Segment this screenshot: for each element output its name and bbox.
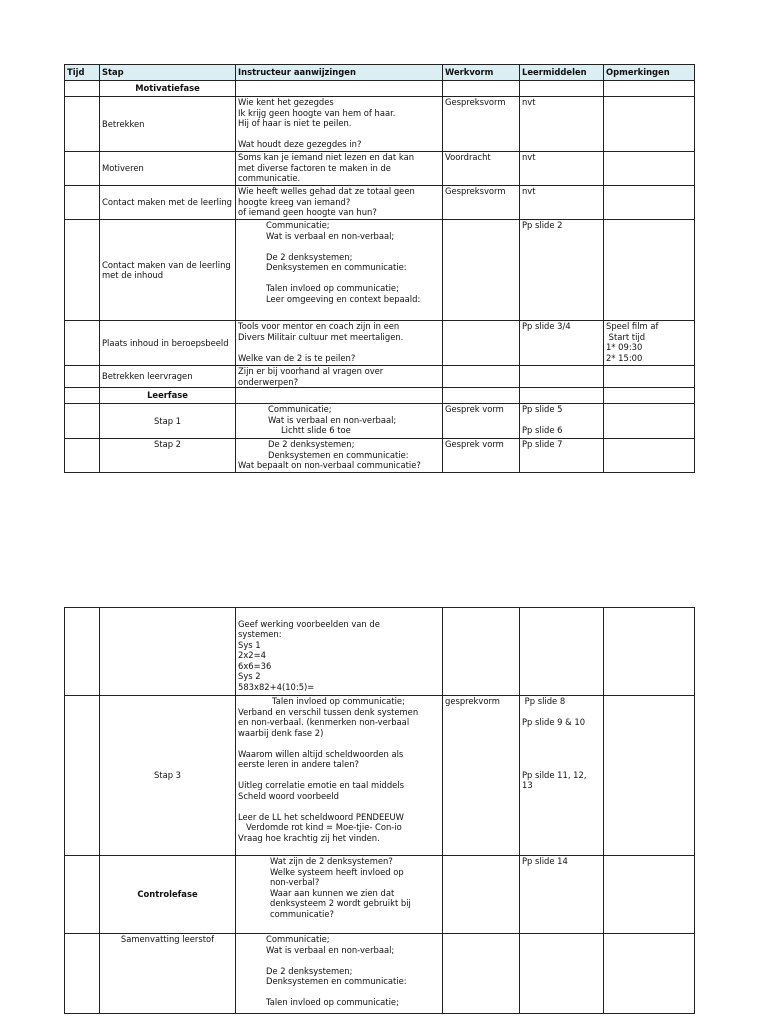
- table-row: [65, 608, 695, 696]
- instruction-cell: Soms kan je iemand niet lezen en dat kan met diverse factoren te maken in de communicatie.: [236, 152, 443, 186]
- step-name: Plaats inhoud in beroepsbeeld: [100, 321, 236, 366]
- instruction-cell: Communicatie; Wat is verbaal en non-verbaal; De 2 denksystemen; Denksystemen en communicatie: Talen invloed op communicatie;: [236, 934, 443, 1014]
- header-werkvorm: Werkvorm: [443, 65, 520, 81]
- leermiddelen-cell: nvt: [520, 152, 604, 186]
- leermiddelen-cell: nvt: [520, 186, 604, 220]
- instruction-cell: Wat zijn de 2 denksystemen? Welke systeem heeft invloed op non-verbal? Waar aan kunnen we zien dat denksysteem 2 wordt gebruikt bij communicatie?: [236, 856, 443, 934]
- leermiddelen-cell: Pp slide 8 Pp slide 9 & 10 Pp silde 11, 12, 13: [520, 696, 604, 856]
- table-row: [65, 934, 695, 1014]
- table-row: [65, 186, 695, 220]
- instruction-cell: Communicatie; Wat is verbaal en non-verbaal; De 2 denksystemen; Denksystemen en communicatie: Talen invloed op communicatie; Leer omgeeving en context bepaald:: [236, 220, 443, 321]
- header-leermiddelen: Leermiddelen: [520, 65, 604, 81]
- step-name: Stap 2: [100, 439, 236, 473]
- leermiddelen-cell: Pp slide 2: [520, 220, 604, 321]
- table-row: [65, 439, 695, 473]
- leermiddelen-cell: nvt: [520, 97, 604, 152]
- phase-row-leer: [65, 388, 695, 404]
- instruction-cell: De 2 denksystemen; Denksystemen en communicatie: Wat bepaalt on non-verbaal communicatie?: [236, 439, 443, 473]
- table-row: [65, 220, 695, 321]
- lesson-plan-table: [64, 64, 695, 473]
- step-name: Betrekken: [100, 97, 236, 152]
- table-row: [65, 696, 695, 856]
- lesson-plan-table-continued: [64, 607, 695, 1014]
- leermiddelen-cell: Pp slide 14: [520, 856, 604, 934]
- instruction-cell: Zijn er bij voorhand al vragen over onderwerpen?: [236, 366, 443, 388]
- werkvorm-cell: Gespreksvorm: [443, 186, 520, 220]
- instruction-cell: Wie kent het gezegdes Ik krijg geen hoogte van hem of haar. Hij of haar is niet te peilen. Wat houdt deze gezegdes in?: [236, 97, 443, 152]
- header-stap: Stap: [100, 65, 236, 81]
- phase-label: Motivatiefase: [100, 81, 236, 97]
- step-name: Stap 3: [100, 696, 236, 856]
- phase-row-motivatie: [65, 81, 695, 97]
- werkvorm-cell: Voordracht: [443, 152, 520, 186]
- header-row: [65, 65, 695, 81]
- instruction-cell: Talen invloed op communicatie; Verband en verschil tussen denk systemen en non-verbaal. (kenmerken non-verbaal waarbij denk fase 2) Waarom willen altijd scheldwoorden als eerste leren in andere talen? Uitleg correlatie emotie en taal middels Scheld woord voorbeeld Leer de LL het scheldwoord PENDEEUW Verdomde rot kind = Moe-tjie- Con-io Vraag hoe krachtig zij het vinden.: [236, 696, 443, 856]
- step-name: Stap 1: [100, 404, 236, 439]
- leermiddelen-cell: Pp slide 5 Pp slide 6: [520, 404, 604, 439]
- werkvorm-cell: Gesprek vorm: [443, 439, 520, 473]
- instruction-cell: Communicatie; Wat is verbaal en non-verbaal; Lichtt slide 6 toe: [236, 404, 443, 439]
- step-name: Betrekken leervragen: [100, 366, 236, 388]
- instruction-cell: Tools voor mentor en coach zijn in een Divers Militair cultuur met meertaligen. Welke van de 2 is te peilen?: [236, 321, 443, 366]
- step-name: Contact maken van de leerling met de inhoud: [100, 220, 236, 321]
- werkvorm-cell: Gesprek vorm: [443, 404, 520, 439]
- table-row: [65, 856, 695, 934]
- table-row: [65, 97, 695, 152]
- werkvorm-cell: Gespreksvorm: [443, 97, 520, 152]
- instruction-cell: Wie heeft welles gehad dat ze totaal geen hoogte kreeg van iemand? of iemand geen hoogte van hun?: [236, 186, 443, 220]
- phase-label: Leerfase: [100, 388, 236, 404]
- opmerkingen-cell: Speel film af Start tijd 1* 09:30 2* 15:00: [604, 321, 695, 366]
- table-row: [65, 152, 695, 186]
- leermiddelen-cell: Pp slide 7: [520, 439, 604, 473]
- instruction-cell: Geef werking voorbeelden van de systemen: Sys 1 2x2=4 6x6=36 Sys 2 583x82+4(10:5)=: [236, 608, 443, 696]
- step-name: Samenvatting leerstof: [100, 934, 236, 1014]
- step-name: Contact maken met de leerling: [100, 186, 236, 220]
- table-row: [65, 404, 695, 439]
- leermiddelen-cell: Pp slide 3/4: [520, 321, 604, 366]
- header-instructeur: Instructeur aanwijzingen: [236, 65, 443, 81]
- header-tijd: Tijd: [65, 65, 100, 81]
- step-name: Controlefase: [100, 856, 236, 934]
- header-opmerkingen: Opmerkingen: [604, 65, 695, 81]
- table-row: [65, 321, 695, 366]
- werkvorm-cell: gesprekvorm: [443, 696, 520, 856]
- table-row: [65, 366, 695, 388]
- step-name: Motiveren: [100, 152, 236, 186]
